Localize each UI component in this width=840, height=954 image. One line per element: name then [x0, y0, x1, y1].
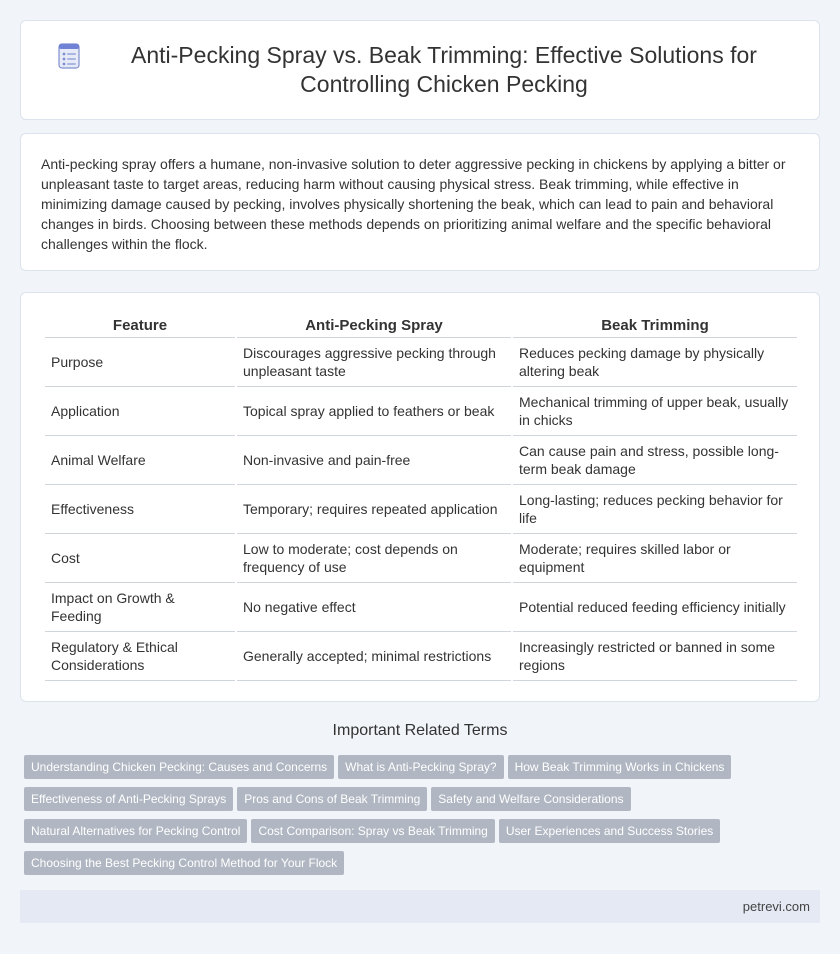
table-row [45, 436, 797, 485]
trimming-cell: Reduces pecking damage by physically altering beak [513, 338, 797, 387]
intro-card [20, 133, 820, 271]
footer [20, 890, 820, 923]
header-anti-pecking-spray: Anti-Pecking Spray [237, 313, 511, 338]
related-term-tag[interactable]: Effectiveness of Anti-Pecking Sprays [24, 787, 233, 811]
spray-cell: Non-invasive and pain-free [237, 436, 511, 485]
feature-cell: Animal Welfare [45, 436, 235, 485]
footer-site-link[interactable]: petrevi.com [742, 899, 810, 914]
spray-cell: No negative effect [237, 583, 511, 632]
trimming-cell: Increasingly restricted or banned in some regions [513, 632, 797, 681]
related-term-tag[interactable]: What is Anti-Pecking Spray? [338, 755, 503, 779]
related-term-tag[interactable]: User Experiences and Success Stories [499, 819, 720, 843]
trimming-cell: Moderate; requires skilled labor or equipment [513, 534, 797, 583]
spray-cell: Low to moderate; cost depends on frequency of use [237, 534, 511, 583]
trimming-cell: Can cause pain and stress, possible long-term beak damage [513, 436, 797, 485]
spray-cell: Generally accepted; minimal restrictions [237, 632, 511, 681]
feature-cell: Impact on Growth & Feeding [45, 583, 235, 632]
related-term-tag[interactable]: Natural Alternatives for Pecking Control [24, 819, 247, 843]
document-icon [56, 43, 82, 69]
spray-cell: Temporary; requires repeated application [237, 485, 511, 534]
related-term-tag[interactable]: Understanding Chicken Pecking: Causes and Concerns [24, 755, 334, 779]
feature-cell: Regulatory & Ethical Considerations [45, 632, 235, 681]
related-term-tag[interactable]: Pros and Cons of Beak Trimming [237, 787, 427, 811]
feature-cell: Purpose [45, 338, 235, 387]
feature-cell: Application [45, 387, 235, 436]
table-header-row [45, 313, 797, 338]
table-row [45, 583, 797, 632]
related-term-tag[interactable]: Cost Comparison: Spray vs Beak Trimming [251, 819, 494, 843]
intro-paragraph: Anti-pecking spray offers a humane, non-invasive solution to deter aggressive pecking in chickens by applying a bitter or unpleasant taste to target areas, reducing harm without causing physical stress. Beak trimming, while effective in minimizing damage caused by pecking, involves physically shortening the beak, which can lead to pain and behavioral changes in birds. Choosing between these methods depends on prioritizing animal welfare and the specific behavioral challenges within the flock. [41, 156, 786, 252]
header-inner [21, 41, 819, 99]
feature-cell: Cost [45, 534, 235, 583]
feature-cell: Effectiveness [45, 485, 235, 534]
related-term-tag[interactable]: How Beak Trimming Works in Chickens [508, 755, 732, 779]
table-row [45, 534, 797, 583]
header-card [20, 20, 820, 120]
trimming-cell: Potential reduced feeding efficiency initially [513, 583, 797, 632]
related-term-tag[interactable]: Choosing the Best Pecking Control Method for Your Flock [24, 851, 344, 875]
table-row [45, 338, 797, 387]
related-terms-tags [24, 755, 824, 883]
spray-cell: Topical spray applied to feathers or beak [237, 387, 511, 436]
related-terms-heading: Important Related Terms [332, 722, 508, 739]
related-term-tag[interactable]: Safety and Welfare Considerations [431, 787, 630, 811]
header-beak-trimming: Beak Trimming [513, 313, 797, 338]
page-title: Anti-Pecking Spray vs. Beak Trimming: Effective Solutions for Controlling Chicken Pecking [131, 42, 757, 97]
header-feature: Feature [45, 313, 235, 338]
comparison-table-card [20, 292, 820, 702]
spray-cell: Discourages aggressive pecking through unpleasant taste [237, 338, 511, 387]
table-row [45, 632, 797, 681]
table-row [45, 387, 797, 436]
trimming-cell: Mechanical trimming of upper beak, usually in chicks [513, 387, 797, 436]
table-row [45, 485, 797, 534]
comparison-table [43, 313, 799, 681]
trimming-cell: Long-lasting; reduces pecking behavior for life [513, 485, 797, 534]
